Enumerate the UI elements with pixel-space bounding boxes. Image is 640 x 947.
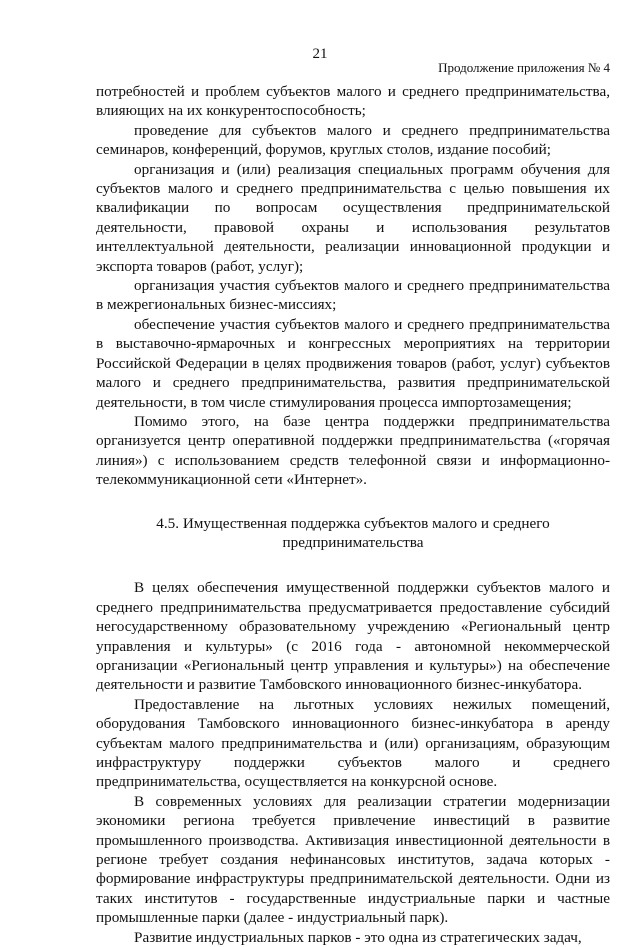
body-text [96,82,610,947]
paragraph: Предоставление на льготных условиях нежилых помещений, оборудования Тамбовского инновационного бизнес-инкубатора в аренду субъектам малого предпринимательства и (или) организациям, образующим инфраструктуру поддержки субъектов малого и среднего предпринимательства, осуществляется на конкурсной основе. [96,695,610,791]
paragraph: В современных условиях для реализации стратегии модернизации экономики региона требуется привлечение инвестиций в развитие промышленного производства. Активизация инвестиционной деятельности в регионе требует создания нефинансовых институтов, задача которых - формирование инфраструктуры предпринимательской деятельности. Одни из таких институтов - государственные индустриальные парки и частные промышленные парки (далее - индустриальный парк). [96,792,610,927]
paragraph: организация и (или) реализация специальных программ обучения для субъектов малого и среднего предпринимательства с целью повышения их квалификации по вопросам осуществления предпринимательской деятельности, правовой охраны и использования результатов интеллектуальной деятельности, реализации инновационной продукции и экспорта товаров (работ, услуг); [96,160,610,275]
paragraph: потребностей и проблем субъектов малого и среднего предпринимательства, влияющих на их конкурентоспособность; [96,83,610,120]
page-number: 21 [312,46,328,62]
paragraph: Развитие индустриальных парков - это одна из стратегических задач, [134,928,582,946]
paragraph: Помимо этого, на базе центра поддержки предпринимательства организуется центр оперативной поддержки предпринимательства («горячая линия») с использованием средств телефонной связи и информационно-телекоммуникационной сети «Интернет». [96,412,610,489]
paragraph: обеспечение участия субъектов малого и среднего предпринимательства в выставочно-ярмарочных и конгрессных мероприятиях на территории Российской Федерации в целях продвижения товаров (работ, услуг) субъектов малого и среднего предпринимательства, развития предпринимательской деятельности, в том числе стимулирования процесса импортозамещения; [96,315,610,411]
paragraph: В целях обеспечения имущественной поддержки субъектов малого и среднего предпринимательства предусматривается предоставление субсидий негосударственному образовательному учреждению «Региональный центр управления и культуры» (с 2016 года - автономной некоммерческой организации «Региональный центр управления и культуры») на обеспечение деятельности и развитие Тамбовского инновационного бизнес-инкубатора. [96,579,610,694]
paragraph: проведение для субъектов малого и среднего предпринимательства семинаров, конференций, форумов, круглых столов, издание пособий; [96,121,610,159]
section-heading: 4.5. Имущественная поддержка субъектов малого и среднего предпринимательства [156,514,550,551]
appendix-continuation-note: Продолжение приложения № 4 [438,60,610,75]
paragraph: организация участия субъектов малого и среднего предпринимательства в межрегиональных бизнес-миссиях; [96,277,610,314]
